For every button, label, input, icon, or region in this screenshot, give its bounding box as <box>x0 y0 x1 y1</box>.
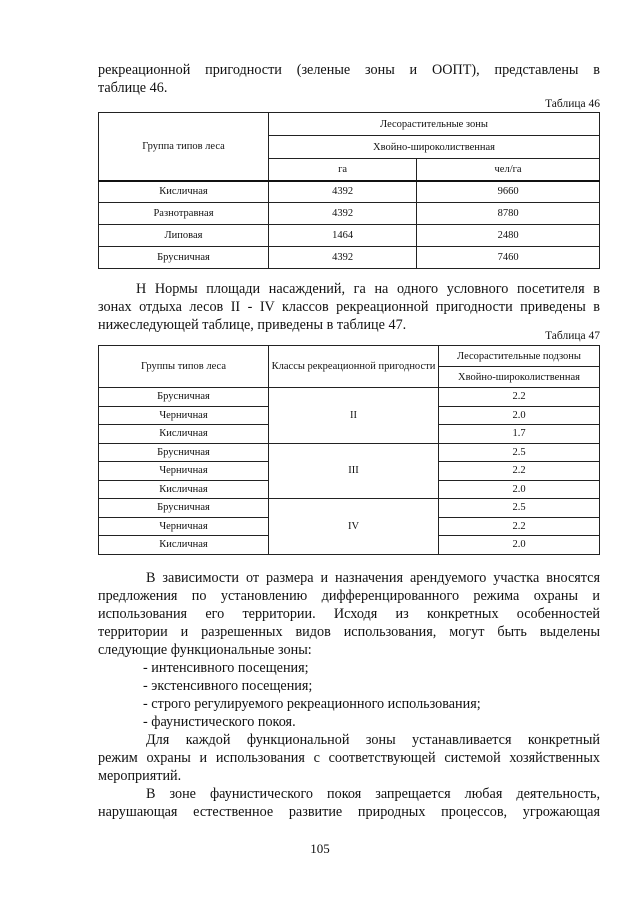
table47-type: Кисличная <box>99 425 269 444</box>
table47-type: Кисличная <box>99 480 269 499</box>
table46-caption: Таблица 46 <box>545 98 600 110</box>
bullet-item: - строго регулируемого рекреационного использования; <box>143 696 481 712</box>
table-row <box>99 203 600 225</box>
table46-people: 8780 <box>417 203 600 225</box>
table47-value: 1.7 <box>439 425 600 444</box>
table47-type: Брусничная <box>99 443 269 462</box>
table-row <box>99 225 600 247</box>
page-number: 105 <box>310 841 330 856</box>
body-p2-line-1: Для каждой функциональной зоны устанавливается конкретный <box>146 732 600 748</box>
table-row <box>99 388 600 407</box>
body-p1-line-5: следующие функциональные зоны: <box>98 642 312 658</box>
table47-type: Черничная <box>99 462 269 481</box>
table47-value: 2.2 <box>439 517 600 536</box>
table47-type: Брусничная <box>99 499 269 518</box>
table-row <box>99 443 600 462</box>
bullet-item: - интенсивного посещения; <box>143 660 309 676</box>
body-p2-line-2: режим охраны и использования с соответствующей системой хозяйственных <box>98 750 600 766</box>
table47-subzones-header: Лесорастительные подзоны <box>439 346 600 367</box>
body-p1-line-2: предложения по установлению дифференцированного режима охраны и <box>98 588 600 604</box>
body-p3-line-2: нарушающая естественное развитие природных процессов, угрожающая <box>98 804 600 820</box>
table47-value: 2.5 <box>439 443 600 462</box>
table47-type: Брусничная <box>99 388 269 407</box>
table46-zones-header: Лесорастительные зоны <box>269 113 600 136</box>
table-row <box>99 247 600 269</box>
table47-class: IV <box>269 499 439 555</box>
table47-class: II <box>269 388 439 444</box>
table47-type: Кисличная <box>99 536 269 555</box>
table47-value: 2.0 <box>439 406 600 425</box>
table46-col-people: чел/га <box>417 159 600 181</box>
table47-group-header: Группы типов леса <box>99 346 269 388</box>
bullet-item: - экстенсивного посещения; <box>143 678 313 694</box>
table46-people: 7460 <box>417 247 600 269</box>
table47-type: Черничная <box>99 517 269 536</box>
table47-value: 2.0 <box>439 536 600 555</box>
table-row <box>99 499 600 518</box>
table-46 <box>98 112 600 269</box>
table47-caption: Таблица 47 <box>545 330 600 342</box>
table47-class-header: Классы рекреационной пригодности <box>269 346 439 388</box>
table46-ha: 1464 <box>269 225 417 247</box>
table47-type: Черничная <box>99 406 269 425</box>
table46-group-header: Группа типов леса <box>99 113 269 181</box>
body-p1-line-4: территории и разрешенных видов использования, могут быть выделены <box>98 624 600 640</box>
table46-ha: 4392 <box>269 247 417 269</box>
table46-type: Брусничная <box>99 247 269 269</box>
table-47 <box>98 345 600 555</box>
table47-class: III <box>269 443 439 499</box>
table46-subzone-header: Хвойно-широколиственная <box>269 136 600 159</box>
table46-people: 9660 <box>417 181 600 203</box>
intro-line-2: таблице 46. <box>98 80 168 96</box>
table46-type: Разнотравная <box>99 203 269 225</box>
table47-value: 2.2 <box>439 388 600 407</box>
body-p3-line-1: В зоне фаунистического покоя запрещается любая деятельность, <box>146 786 600 802</box>
table46-col-ha: га <box>269 159 417 181</box>
body-p2-line-3: мероприятий. <box>98 768 182 784</box>
mid-line-3: нижеследующей таблице, приведены в таблице 47. <box>98 317 407 333</box>
table46-type: Кисличная <box>99 181 269 203</box>
table46-ha: 4392 <box>269 203 417 225</box>
table47-value: 2.2 <box>439 462 600 481</box>
table47-value: 2.0 <box>439 480 600 499</box>
table46-type: Липовая <box>99 225 269 247</box>
table47-subzone: Хвойно-широколиственная <box>439 367 600 388</box>
mid-line-1: Н Нормы площади насаждений, га на одного условного посетителя в <box>136 281 600 297</box>
table46-people: 2480 <box>417 225 600 247</box>
table47-value: 2.5 <box>439 499 600 518</box>
intro-line-1: рекреационной пригодности (зеленые зоны и ООПТ), представлены в <box>98 62 600 78</box>
table-row <box>99 181 600 203</box>
body-p1-line-1: В зависимости от размера и назначения арендуемого участка вносятся <box>146 570 600 586</box>
table46-ha: 4392 <box>269 181 417 203</box>
bullet-item: - фаунистического покоя. <box>143 714 296 730</box>
mid-line-2: зонах отдыха лесов II - IV классов рекреационной пригодности приведены в <box>98 299 600 315</box>
body-p1-line-3: использования его территории. Исходя из конкретных особенностей <box>98 606 600 622</box>
